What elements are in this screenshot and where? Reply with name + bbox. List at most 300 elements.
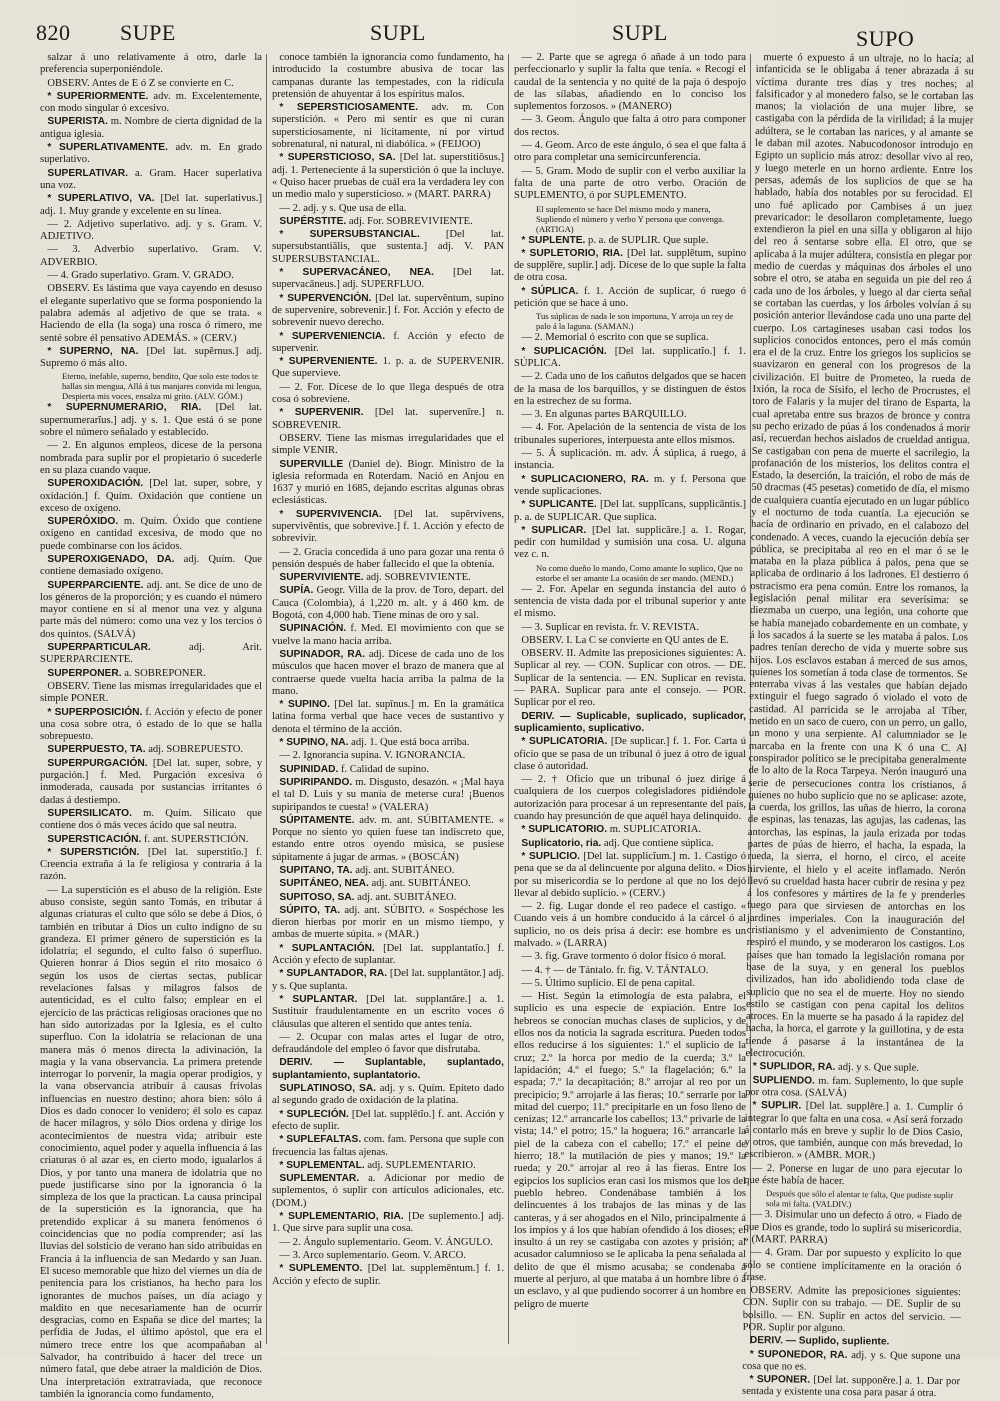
headword: SUPLEMENTAR. — [279, 1173, 360, 1185]
definition-text: adj. y s. Quím. Epíteto dado al segundo grado de oxidación de la platina. — [272, 1083, 504, 1107]
guide-word-1: SUPE — [120, 20, 176, 45]
dictionary-entry — [745, 52, 974, 1063]
definition-text: — 3. Arco suplementario. Geom. V. ARCO. — [279, 1249, 466, 1261]
column-2 — [272, 52, 504, 1348]
definition-text: — 4. Gram. Dar por supuesto y explícito lo que sólo se contiene implícitamente en la oración ó frase. — [743, 1247, 962, 1283]
dictionary-entry — [40, 885, 262, 1401]
definition-text: — 5. Gram. Modo de suplir con el verbo auxiliar la falta de una parte de otro verbo. Oración de SUPLEMENTO, ó por SUPLEMENTO. — [514, 165, 746, 202]
verse-quote: No como dueño lo mando, Como amante lo suplico, Que no estorbe el ser amante La ocasión de ser mando. (MEND.) — [536, 562, 743, 583]
headword: * SUPLEMENTAL. — [279, 1159, 365, 1171]
headword: SUPÉRSTITE. — [279, 215, 347, 227]
definition-text: adj. 1. Que está boca arriba. — [351, 737, 470, 749]
headword: SUPINACIÓN. — [279, 623, 347, 635]
dictionary-entry — [40, 91, 262, 116]
definition-text: — 4. † — de Tántalo. fr. fig. V. TÁNTALO. — [521, 964, 709, 976]
definition-text: [Del lat. superlativus.] adj. 1. Muy grande y excelente en su línea. — [40, 193, 262, 217]
dictionary-entry — [514, 52, 746, 113]
dictionary-entry — [272, 1211, 504, 1236]
dictionary-entry — [272, 102, 504, 151]
dictionary-entry — [272, 994, 504, 1031]
definition-text: [Del lat. supplētĭo.] f. ant. Acción y efecto de suplir. — [272, 1108, 505, 1132]
headword: SUPINIDAD. — [279, 763, 339, 775]
dictionary-entry — [745, 1075, 963, 1102]
dictionary-entry — [514, 824, 746, 836]
dictionary-entry — [514, 851, 746, 900]
dictionary-entry — [272, 433, 504, 458]
guide-word-2: SUPL — [370, 20, 426, 45]
definition-text: [Del lat. supersubstantiālis, que sustenta.] adj. V. PAN SUPERSUBSTANCIAL. — [272, 229, 504, 265]
definition-text: [Del lat. supplēre.] a. 1. Cumplir ó integrar lo que falta en una cosa. « Así será forzado á contarlo más en breve y suplir lo de Dios Casio, y otros, que también, aunque con más brevedad, lo escribieron. » (AMBR. MOR.) — [744, 1100, 964, 1162]
definition-text: [Del lat. supponĕre.] a. 1. Dar por sentada y existente una cosa para pasar á otra. — [741, 1374, 961, 1400]
dictionary-entry — [272, 815, 504, 864]
definition-text: — 5. Á suplicación. m. adv. Á súplica, á ruego, á instancia. — [514, 448, 746, 472]
headword: * SEPERSTICIOSAMENTE. — [279, 102, 419, 114]
dictionary-entry — [272, 905, 504, 942]
headword: * SUPLENTE. — [521, 234, 586, 246]
definition-text: [Del lat. supervenīre.] n. SOBREVENIR. — [272, 407, 504, 431]
headword: SUPERPONER. — [47, 667, 122, 679]
definition-text: [Del lat. supplicāre.] a. 1. Rogar, pedir con humildad y sumisión una cosa. U. alguna vez c. n. — [514, 524, 746, 561]
dictionary-entry — [743, 1247, 961, 1286]
dictionary-entry — [514, 711, 746, 736]
running-header — [0, 0, 1000, 52]
dictionary-entry — [40, 116, 262, 141]
headword: * SUPLIR. — [752, 1100, 802, 1112]
headword: * SUPINO. — [279, 699, 330, 711]
headword: DERIV. — Suplantable, suplantado, suplantamiento, suplantatorio. — [272, 1057, 504, 1081]
dictionary-entry — [744, 1100, 963, 1164]
dictionary-entry — [272, 1237, 504, 1249]
dictionary-entry — [272, 356, 504, 381]
dictionary-entry — [514, 114, 746, 139]
column-rule — [266, 54, 267, 1344]
definition-text: [Del lat. supervĕntum, supino de supervenire, sobrevenir.] f. For. Acción y efecto de sobrevenir nuevo derecho. — [272, 292, 504, 329]
column-4 — [741, 52, 974, 1400]
headword: * SUPLICATORIO. — [521, 824, 608, 836]
definition-text: — 3. En algunas partes BARQUILLO. — [521, 409, 687, 421]
definition-text: [Del lat. supervacāneus.] adj. SUPERFLUO. — [272, 267, 504, 291]
headword: * SUPLICACIÓN. — [521, 345, 607, 357]
definition-text: adv. m. Excelentemente, con modo singular ó excesivo. — [40, 90, 262, 115]
dictionary-entry — [742, 1349, 960, 1376]
headword: * SÚPLICA. — [521, 285, 579, 297]
dictionary-entry — [40, 580, 262, 641]
definition-text: (Daniel de). Biogr. Ministro de la iglesia reformada en Roterdam. Nació en Anjou en 1637 y murió en 1685, dejando escritas algunas obras eclesiásticas. — [272, 458, 504, 507]
definition-text: OBSERV. Admite las preposiciones siguientes: CON. Suplir con su trabajo. — DE. Suplir de su bolsillo. — EN. Suplir en actos del servicio. — POR. Suplir por alguno. — [742, 1285, 962, 1334]
dictionary-entry — [40, 244, 262, 269]
definition-text: m. Disgusto, desazón. « ¡Mal haya el tal D. Luis y su manía de meterse cura! ¡Buenos supiripandos te cuesta! » (VALERA) — [272, 776, 504, 813]
dictionary-entry — [40, 142, 262, 167]
dictionary-entry — [272, 1160, 504, 1172]
dictionary-entry — [514, 422, 746, 447]
definition-text: [Del lat. supplemēntum.] f. 1. Acción y efecto de suplir. — [272, 1263, 504, 1287]
definition-text: — 2. For. Dícese de lo que llega después de otra cosa ó sobreviene. — [272, 381, 504, 406]
headword: SUPITOSO, SA. — [279, 891, 355, 903]
definition-text: m. Quím. Óxido que contiene oxígeno en cantidad excesiva, de modo que no puede combinarse con los ácidos. — [40, 516, 262, 552]
dictionary-entry — [514, 371, 746, 408]
headword: * SUPERNO, NA. — [47, 345, 139, 357]
dictionary-entry — [272, 1109, 504, 1134]
dictionary-entry — [40, 478, 262, 515]
headword: * SUPERNUMERARIO, RIA. — [47, 402, 202, 414]
dictionary-entry — [272, 216, 504, 228]
dictionary-entry — [745, 1061, 963, 1076]
verse-quote: Eterno, inefable, superno, bendito, Que solo este todos te hallas sin mengua, Allá á tus manjares convida mi lengua, Despierta mis voces, ensalza mi grito. (ALV. GÓM.) — [62, 371, 262, 402]
definition-text: muerte ó expuesto á un ultraje, no lo hacía; al infanticida se le obligaba á tener abrazada á su víctima durante tres días y tres noches; al falsificador y al monedero falso, se le cortaban las manos; la violación de una mujer libre, se castigaba con la pérdida de la virilidad; á la mujer adúltera, se le cortaban las narices, y al amante se le daban mil azotes. Nabucodonosor introdujo en Egipto un suplicio más atroz: desollar vivo al reo, y luego meterle en un horno ardiente. Entre los persas, además de los suplicios de que se ha hablado, había dos notables por su ferocidad. El uno fué aplicado por Cambises á un juez prevaricador: le desollaron completamente, luego extendieron la piel en una silla y obligaron al hijo del reo á sentarse sobre ella. El otro, que se aplicaba á la mujer adúltera, consistía en plegar por medio de cuerdas y máquinas dos árboles el uno sobre el otro, se ataba en seguida un pie del reo á cada uno de los árboles, y luego al dar cierta señal se cortaban las cuerdas, y los árboles volvían á su posición anterior llevándose cada uno una parte del cuerpo. Los cartagineses usaban casi todos los suplicios conocidos entonces, pero el más común era el de la cruz. Entre los griegos los suplicios se suavizaron en general con los progresos de la civilización. El buitre de Prometeo, la rueda de Ixión, la roca de Sísifo, el lecho de Procrustes, el toro de Falaris y la mujer del tirano de Esparta, la cual apretaba entre sus brazos de bronce y contra su pecho erizado de púas á los condenados á morir así, recuerdan hechos aislados de crueldad antigua. Se castigaban con pena de muerte el sacrilegio, la profanación de los misterios, los delitos contra el Estado, la deserción, la traición, el robo de más de 50 dracmas (45 pesetas) cometido de día, el mismo de cualquiera cuantía ejecutado en un lugar público y el nocturno de toda cuantía. La ejecución se hacía de ordinario en privado, en el calabozo del condenado. A veces, cuando la ejecución debía ser pública, se precipitaba al reo en el mar ó se le mataba en la plaza pública á palos, pena que se aplicaba de ordinario á los ladrones. El destierro ó ostracismo era pena común. Entre los romanos, la legislación penal militar era severísima: se diezmaba un cuerpo, una legión, una cohorte que se había manejado cobardemente en un combate, y á los sacados á la suerte se les mataba á palos. Los padres tenían derecho de vida y muerte sobre sus hijos. Los esclavos estaban á merced de sus amos, quienes los sometían á toda clase de tormentos. Se enterraba vivas á las vestales que habían dejado extinguir el fuego sagrado ó violado el voto de castidad. Al parricida se le arrojaba al Tíber, metido en un saco de cuero, con un perro, un gallo, un mono y una serpiente. Al calumniador se le marcaba en la frente con una K ó una C. Al conspirador político se le precipitaba generalmente de lo alto de la Roca Tarpeya. Nerón inauguró una serie de persecuciones contra los cristianos, á quienes no hubo suplicio que no se aplicase: azote, la cuerda, los grillos, las uñas de hierro, la corona de espinas, las tenazas, las agujas, las cadenas, las antorchas, las espinas, la jaula erizada por todas partes de púas de hierro, el hacha, la espada, la rueda, la sierra, el horno, el circo, el aceite hirviente, el hielo y el aceite inflamado. Nerón llevó su crueldad hasta hacer cubrir de resina y pez á los confesores y mártires de la fe y prenderles fuego para que sirviesen de antorchas en los jardines imperiales. Con la inauguración del cristianismo y el advenimiento de Constantino, respiró el mundo, y se moderaron los castigos. Los países que han tomado la legislación romana por base de la suya, y en general los pueblos civilizados, han ido abolidiendo toda clase de suplicio que no sea el de muerte. Hoy no siendo estilo se castigan con pena capital los delitos atroces. En la muerte se ha pasado á la rapidez del hacha, la horca, el garrote y la guillotina, y de esta tiende á pasarse á la instantánea de la electrocución. — [745, 52, 974, 1060]
headword: * SUPONER. — [749, 1374, 811, 1386]
definition-text: f. Calidad de supino. — [340, 763, 429, 775]
definition-text: — 3. Adverbio superlativo. Gram. V. ADVERBIO. — [40, 244, 262, 268]
headword: SUPERPARTICULAR. — [47, 642, 151, 654]
headword: * SUPERVACÁNEO, NEA. — [279, 267, 434, 279]
dictionary-entry — [272, 509, 504, 546]
definition-text: [Del lat. supplicĭum.] m. 1. Castigo ó pena que se da al delincuente por alguna delito. « Dios por su misericordia se lo perdone al que no los dejó llevar al debido suplicio. » (CERV.) — [514, 850, 746, 899]
headword: SUPITANO, TA. — [279, 865, 353, 876]
dictionary-entry — [743, 1285, 962, 1336]
definition-text: [Del lat. supplicatĭo.] f. 1. SÚPLICA. — [514, 345, 746, 369]
definition-text: Geogr. Villa de la prov. de Toro, depart. del Cauca (Colombia), á 1,220 m. alt. y á 460 km. de Bogotá, con 4,000 hab. Tiene minas de oro y sal. — [272, 585, 504, 622]
dictionary-entry — [40, 744, 262, 756]
headword: SUPINADOR, RA. — [279, 648, 365, 660]
definition-text: OBSERV. Tiene las mismas irregularidades que el simple PONER. — [40, 680, 262, 705]
dictionary-entry — [514, 499, 746, 524]
definition-text: m. SUPLICATORIA. — [609, 824, 702, 836]
dictionary-entry — [40, 834, 262, 846]
verse-quote: El suplemento se hace Del mismo modo y manera, Supliendo el número y verbo Y persona que convenga. (ARTIGA) — [536, 203, 725, 234]
dictionary-entry — [272, 52, 504, 101]
headword: SUPERISTA. — [47, 116, 108, 128]
definition-text: f. Acción y efecto de supervenir. — [272, 330, 504, 354]
definition-text: — 2. Gracia concedida á uno para gozar una renta ó pensión después de haber fallecido el que la obtenía. — [272, 546, 504, 570]
guide-word-4: SUPO — [856, 26, 915, 51]
headword: SUPLATINOSO, SA. — [279, 1083, 376, 1095]
verse-quote: Después que sólo el alentar te falta, Que pudiste suplir sola mi falta. (VALDIV.) — [765, 1188, 954, 1210]
definition-text: adj. ant. Se dice de uno de los géneros de la proporción; y es cuando el número mayor contiene en sí al menor una vez y alguna parte más del número: como una vez y los tercios ó dos quintos. (SALVÁ) — [40, 579, 262, 640]
definition-text: — 2. Adjetivo superlativo. adj. y s. Gram. V. ADJETIVO. — [40, 218, 262, 243]
dictionary-entry — [514, 736, 746, 773]
definition-text: — 2. For. Apelar en segunda instancia del auto ó sentencia de vista dada por el tribunal superior y ante el mismo. — [514, 583, 746, 620]
headword: * SUPERVIVENCIA. — [279, 508, 382, 520]
definition-text: m. Quím. Silicato que contiene dos ó más veces ácido que sal neutra. — [40, 807, 262, 832]
definition-text: [De suplicar.] f. 1. For. Carta ú oficio que se pasa de un tribunal ó juez á otro de igual clase ó autoridad. — [514, 736, 746, 772]
dictionary-entry — [40, 346, 262, 371]
dictionary-entry — [743, 1209, 961, 1248]
dictionary-entry — [272, 943, 504, 968]
headword: * SUPLANTAR. — [279, 993, 358, 1005]
definition-text: adj. ant. SUBITÁNEO. — [357, 891, 457, 903]
definition-text: m. y f. Persona que vende suplicaciones. — [514, 473, 746, 497]
definition-text: — 3. Disimular uno un defecto á otro. « Fiado de que Dios es grande, todo lo suplirá su misericordia. » (MART. PARRA) — [743, 1209, 962, 1246]
definition-text: — 4. Grado superlativo. Gram. V. GRADO. — [47, 270, 234, 282]
definition-text: adj. ant. SUBITÁNEO. — [371, 878, 471, 890]
dictionary-entry — [272, 623, 504, 648]
definition-text: m. Nombre de cierta dignidad de la antigua iglesia. — [40, 116, 263, 140]
dictionary-entry — [272, 459, 504, 508]
headword: SUPEROXIDACIÓN. — [47, 478, 144, 490]
dictionary-entry — [514, 474, 746, 499]
headword: SUPERSTICACIÓN. — [47, 833, 142, 845]
verse-quote: Tus súplicas de nada le son importuna, Y arroja un rey de palo á la laguna. (SAMAN.) — [536, 311, 734, 332]
dictionary-entry — [514, 978, 746, 990]
headword: SUPERVILLE — [279, 458, 344, 470]
headword: * SUPERLATIVO, VA. — [47, 193, 155, 205]
headword: * SUPLETORIO, RIA. — [521, 247, 623, 259]
dictionary-entry — [40, 168, 262, 193]
dictionary-entry — [272, 865, 504, 877]
definition-text: adj. Dícese de cada uno de los músculos que hacen mover el brazo de manera que al contraerse quede vuelta hacia arriba la palma de la mano. — [272, 648, 504, 697]
definition-text: f. Acción y efecto de poner una cosa sobre otra, ó estado de lo que se halla sobrepuesto. — [40, 706, 262, 743]
column-rule — [508, 54, 509, 1344]
definition-text: adv. m. En grado superlativo. — [40, 142, 262, 166]
headword: * SUPLICACIONERO, RA. — [521, 473, 649, 485]
definition-text: [Del lat. superstitiōsus.] adj. 1. Perteneciente á la superstición ó que la incluye. « Quiso hacer pruebas de cuál era la verdadera ley con un medio malo y supersticioso. » (MART. PARRA) — [272, 152, 504, 201]
definition-text: [Del lat. supernumerarĭus.] adj. y s. 1. Que está ó se pone sobre el número señalado y establecido. — [40, 402, 262, 439]
headword: * SUPLICAR. — [521, 524, 587, 536]
headword: * SUPERIORMENTE. — [47, 90, 149, 102]
definition-text: [Del lat. superstitĭo.] f. Creencia extraña á la fe religiosa y contraria á la razón. — [40, 846, 262, 883]
dictionary-entry — [40, 707, 262, 744]
dictionary-entry — [514, 346, 746, 371]
dictionary-entry — [272, 699, 504, 736]
headword: * SUPLIDOR, RA. — [752, 1061, 836, 1074]
dictionary-entry — [40, 758, 262, 807]
definition-text: — 2. † Oficio que un tribunal ó juez dirige á cualquiera de los cuerpos colegisladores pidiéndole autorización para procesar á un representante del país, cuando hay presunción de que aquél haya delinquido. — [514, 774, 746, 823]
dictionary-entry — [514, 140, 746, 165]
definition-text: — 3. Suplicar en revista. fr. V. REVISTA. — [521, 621, 700, 633]
definition-text: OBSERV. I. La C se convierte en QU antes de E. — [521, 634, 729, 646]
definition-text: OBSERV. Es lástima que vaya cayendo en desuso el elegante superlativo que se forma posponiendo la palabra además al adjetivo de que se trata. « Haciendo de ella (la soga) una rosca ó rimero, me senté sobre él pensativo ADEMÁS. » (CERV.) — [40, 283, 262, 344]
dictionary-entry — [514, 635, 746, 647]
definition-text: adj. Arit. SUPERPARCIENTE. — [40, 642, 262, 666]
definition-text: — 2. fig. Lugar donde el reo padece el castigo. « Cuando veis á un hombre conducido á la cárcel ó al suplicio, no os deis prisa á decir: ese hombre es un malvado. » (LARRA) — [514, 901, 746, 949]
definition-text: [Del lat. supplantāre.] a. 1. Sustituir fraudulentamente en un escrito voces ó cláusulas que alteren el sentido que antes tenía. — [272, 993, 504, 1030]
headword: SUPERPARCIENTE. — [47, 579, 144, 591]
dictionary-entry — [514, 332, 746, 344]
definition-text: adj. SOBREPUESTO. — [148, 744, 244, 756]
headword: SUPLIENDO. — [752, 1074, 815, 1087]
headword: * SUPLECIÓN. — [279, 1108, 349, 1120]
dictionary-entry — [514, 248, 746, 285]
headword: * SUPERVENIR. — [279, 407, 364, 419]
definition-text: [Del lat. supĕrvivens, supervivĕntis, que sobrevive.] f. 1. Acción y efecto de sobrevivir. — [272, 508, 504, 545]
headword: SUPÍA. — [279, 585, 314, 597]
dictionary-entry — [272, 1134, 504, 1159]
definition-text: — 3. Geom. Ángulo que falta á otro para componer dos rectos. — [514, 114, 746, 138]
headword: * SUPLEMENTARIO, RIA. — [279, 1211, 404, 1223]
definition-text: [Del lat. supĕrnus.] adj. Supremo ó más alto. — [40, 345, 262, 370]
definition-text: conoce también la ignorancia como fundamento, ha introducido la costumbre abusiva de tocar las campanas durante las tempestades, con la ridícula pretensión de ahuyentar á los espíritus malos. — [272, 52, 504, 100]
definition-text: f. ant. SUPERSTICIÓN. — [144, 833, 249, 845]
dictionary-entry — [514, 286, 746, 311]
definition-text: adv. m. ant. SÚBITAMENTE. « Porque no siento yo quien fuese tan indiscreto que, estando entre otros oyendo música, se pusiese súpitamente á jugar de armas. » (BOSCÁN) — [272, 814, 505, 863]
headword: * SUPERSTICIÓN. — [47, 846, 140, 858]
dictionary-entry — [514, 525, 746, 562]
dictionary-entry — [272, 777, 504, 814]
definition-text: a. Gram. Hacer superlativa una voz. — [40, 167, 263, 191]
definition-text: [De suplemento.] adj. 1. Que sirve para suplir una cosa. — [272, 1211, 504, 1235]
headword: SUPEROXIGENADO, DA. — [47, 553, 175, 565]
dictionary-entry — [40, 402, 262, 439]
definition-text: — 2. Ignorancia supina. V. IGNORANCIA. — [279, 750, 466, 762]
definition-text: — 2. Ponerse en lugar de uno para ejecutar lo que éste había de hacer. — [744, 1162, 963, 1188]
headword: SUPERSILICATO. — [47, 807, 132, 819]
definition-text: — 2. Parte que se agrega ó añade á un todo para perfeccionarlo y suplir la falta que tenía. « Recogí el caudal de la sentencia y no quité de la paja ó despojo de las sílabas, añadiendo en lo conciso los suplementos forzosos. » (MANERO) — [514, 52, 746, 113]
definition-text: OBSERV. II. Admite las preposiciones siguientes: A. Suplicar al rey. — CON. Suplicar con otros. — DE. Suplicar de la sentencia. — EN. Suplicar en revista. — PARA. Suplicar para ante el consejo. — POR. Suplicar por el reo. — [514, 648, 746, 709]
dictionary-entry — [40, 808, 262, 833]
definition-text: adj. For. SOBREVIVIENTE. — [348, 215, 473, 227]
definition-text: [Del lat. super, sobre, y oxidación.] f. Quím. Oxidación que contiene un exceso de oxígeno. — [40, 478, 263, 514]
dictionary-entry — [272, 152, 504, 201]
dictionary-entry — [514, 584, 746, 621]
definition-text: — La superstición es el abuso de la religión. Este abuso consiste, según santo Tomás, en tributar á algunas criaturas el culto que sólo se debe á Dios, ó también en tributar á Dios un culto indigno de su grandeza. El primer género de superstición es la idolatría; el segundo, el culto falso ó superfluo. Quieren honrar á Dios según el rito mosaico ó según los usos de ciertas sectas, publicar revelaciones falsas y milagros falsos de autenticidad, es el culto falso; emplear en el ejercicio de las prácticas religiosas oraciones que no han sido autorizadas por la Iglesia, es el culto superfluo. Con la idolatría se relacionan de una manera más ó menos directa la adivinación, la magia y la vana observancia. La primera pretende interrogar lo porvenir, la magia operar prodigios, y la vana observancia atribuir á causas frívolas influencias en nuestro destino; ahora bien: sólo á Dios es dado conocer lo venidero; él solo es capaz de hacer milagros, y sólo Dios ordena y dirige los acontecimientos de nuestra vida; atribuir este conocimiento, aquel poder y aquella influencia á las criaturas ó al azar es, en cierto modo, igualarlos á Dios, y por tanto una manera de idolatría que no puede justificarse sino por la ignorancia ó la simpleza de los que la practican. La causa principal de la superstición es la ignorancia, que ha pretendido explicar á su manera fenómenos ó coincidencias que no podía comprender; así las lluvias del solsticio de verano han sido atribuidas en Francia á la influencia de san Medardo y san Juan. El suceso memorable que hizo del viernes un día de penitencia para los cristianos, ha hecho para los ignorantes de muchos países, un día aciago y maldito en que necesariamente han de ocurrir desgracias, como en España se dice del martes; la perfidia de Judas, el último apóstol, que era el número trece entre los que acompañaban al Salvador, ha contribuido á hacer del trece un número fatal, que debe atraer la maldición de Dios. Una interpretación extratraviada, que reconoce también la ignorancia como fundamento, — [40, 884, 262, 1400]
dictionary-entry — [742, 1374, 960, 1401]
definition-text: adj. Quím. Que contiene demasiado oxígeno. — [40, 553, 262, 578]
guide-word-3: SUPL — [612, 20, 668, 45]
dictionary-entry — [742, 1335, 960, 1350]
dictionary-entry — [40, 668, 262, 680]
headword: SUPERÓXIDO. — [47, 516, 119, 528]
headword: * SUPERVENIENCIA. — [279, 330, 386, 342]
dictionary-entry — [514, 965, 746, 977]
headword: * SUPONEDOR, RA. — [749, 1348, 848, 1361]
dictionary-entry — [40, 219, 262, 244]
dictionary-entry — [272, 1263, 504, 1288]
definition-text: [Del lat. supīnus.] m. En la gramática latina forma verbal que hace veces de sustantivo y denota el término de la acción. — [272, 699, 504, 735]
dictionary-entry — [40, 52, 262, 77]
dictionary-entry — [272, 1173, 504, 1210]
definition-text: 1. p. a. de SUPERVENIR. Que supervieve. — [272, 356, 504, 380]
definition-text: — 3. fig. Grave tormento ó dolor físico ó moral. — [521, 951, 727, 963]
headword: * SUPERSUBSTANCIAL. — [279, 229, 420, 241]
headword: SÚPITAMENTE. — [279, 814, 355, 826]
headword: * SUPERLATIVAMENTE. — [47, 142, 168, 154]
dictionary-entry — [40, 642, 262, 667]
definition-text: salzar á uno relativamente á otro, darle la preferencia superponiéndole. — [40, 52, 262, 76]
definition-text: com. fam. Persona que suple con frecuencia las faltas ajenas. — [272, 1134, 504, 1158]
headword: SUPIRIPANDO. — [279, 776, 353, 788]
dictionary-entry — [272, 229, 504, 266]
dictionary-entry — [272, 572, 504, 584]
dictionary-entry — [514, 991, 746, 1311]
dictionary-entry — [40, 193, 262, 218]
definition-text: a. SOBREPONER. — [124, 667, 206, 679]
dictionary-entry — [40, 554, 262, 579]
definition-text: — 4. For. Apelación de la sentencia de vista de los tribunales superiores, interpuesta ante ellos mismos. — [514, 422, 746, 446]
definition-text: adj. ant. SUBITÁNEO. — [355, 865, 455, 876]
definition-text: — 2. Ocupar con malas artes el lugar de otro, defraudándole del empleo ó favor que disfrutaba. — [272, 1031, 504, 1056]
definition-text: p. a. de SUPLIR. Que suple. — [588, 234, 709, 246]
headword: * SUPLANTACIÓN. — [279, 942, 375, 954]
definition-text: [Del lat. supplantātor.] adj. y s. Que suplanta. — [272, 968, 504, 992]
dictionary-entry — [514, 774, 746, 823]
definition-text: f. 1. Acción de suplicar, ó ruego ó petición que se hace á uno. — [514, 285, 747, 310]
headword: Suplicatorio, ria. — [521, 837, 602, 849]
dictionary-entry — [272, 764, 504, 776]
definition-text: OBSERV. Tiene las mismas irregularidades que el simple VENIR. — [272, 432, 504, 457]
headword: SUPERPUESTO, TA. — [47, 744, 146, 756]
column-3 — [514, 52, 746, 1348]
dictionary-entry — [40, 847, 262, 884]
definition-text: adj. ant. SÚBITO. « Sospéchose les dieron hierbas por morir en un mismo tiempo, y ambas de muerte súpita. » (MAR.) — [272, 904, 505, 941]
definition-text: [Del lat. supplĭcans, supplicāntis.] p. a. de SUPLICAR. Que suplica. — [514, 499, 746, 523]
definition-text: adj. y s. Que supone una cosa que no es. — [742, 1349, 961, 1373]
dictionary-entry — [514, 901, 746, 950]
headword: * SUPLEMENTO. — [279, 1263, 363, 1275]
dictionary-entry — [40, 283, 262, 344]
dictionary-entry — [272, 1083, 504, 1108]
definition-text: a. Adicionar por medio de suplementos, ó suplir con artículos adicionales, etc. (DOM.) — [272, 1173, 504, 1209]
definition-text: — 2. Ángulo suplementario. Geom. V. ÁNGULO. — [279, 1236, 493, 1248]
dictionary-entry — [272, 892, 504, 904]
dictionary-entry — [514, 838, 746, 850]
dictionary-entry — [40, 270, 262, 282]
dictionary-entry — [40, 78, 262, 90]
definition-text: adj. SOBREVIVIENTE. — [366, 572, 471, 584]
definition-text: f. Med. El movimiento con que se vuelve la mano hacia arriba. — [272, 623, 504, 647]
dictionary-entry — [272, 407, 504, 432]
headword: * SUPERVENIENTE. — [279, 356, 378, 368]
headword: * SUPLICATORIA. — [521, 736, 608, 748]
dictionary-entry — [514, 235, 746, 247]
dictionary-entry — [272, 1032, 504, 1057]
dictionary-entry — [272, 382, 504, 407]
dictionary-entry — [272, 293, 504, 330]
dictionary-entry — [514, 409, 746, 421]
dictionary-entry — [272, 649, 504, 698]
definition-text: m. fam. Suplemento, lo que suple por otra cosa. (SALVÁ) — [745, 1075, 964, 1099]
dictionary-entry — [514, 448, 746, 473]
dictionary-entry — [272, 331, 504, 356]
dictionary-entry — [272, 585, 504, 622]
dictionary-entry — [514, 622, 746, 634]
dictionary-entry — [40, 681, 262, 706]
definition-text: adj. SUPLEMENTARIO. — [367, 1159, 476, 1171]
dictionary-entry — [40, 440, 262, 477]
headword: * SUPERPOSICIÓN. — [47, 706, 143, 718]
dictionary-entry — [272, 203, 504, 215]
definition-text: — 2. Cada uno de los cañutos delgados que se hacen de la masa de los barquillos, y se distinguen de éstos en la estrechez de su forma. — [514, 371, 746, 407]
headword: * SUPLANTADOR, RA. — [279, 968, 388, 980]
headword: SUPITÁNEO, NEA. — [279, 878, 369, 890]
definition-text: — 4. Geom. Arco de este ángulo, ó sea el que falta á otro para completar una semicircunferencia. — [514, 140, 746, 164]
definition-text: — 2. En algunos empleos, dícese de la persona nombrada para suplir por el propietario ó sucederle en su plaza cuando vaque. — [40, 440, 262, 476]
dictionary-entry — [272, 878, 504, 890]
dictionary-entry — [272, 968, 504, 993]
dictionary-entry — [40, 516, 262, 553]
headword: SUPERPURGACIÓN. — [47, 757, 148, 769]
dictionary-entry — [272, 547, 504, 572]
dictionary-entry — [272, 1057, 504, 1082]
headword: SÚPITO, TA. — [279, 904, 341, 916]
definition-text: adj. y s. Que suple. — [838, 1062, 920, 1075]
page-number: 820 — [36, 20, 71, 45]
headword: SUPERLATIVAR. — [47, 167, 128, 179]
headword: DERIV. — Suplido, supliente. — [749, 1335, 890, 1348]
definition-text: [Del lat. supplantatĭo.] f. Acción y efecto de suplantar. — [272, 942, 504, 967]
dictionary-entry — [272, 750, 504, 762]
headword: * SUPERSTICIOSO, SA. — [279, 152, 396, 164]
dictionary-entry — [514, 166, 746, 203]
definition-text: — 2. adj. y s. Que usa de ella. — [279, 202, 407, 214]
dictionary-entry — [514, 951, 746, 963]
definition-text: [Del lat. super, sobre, y purgación.] f. Med. Purgación excesiva ó inmoderada, causada por sustancias irritantes ó dadas á destiempo. — [40, 757, 263, 806]
headword: * SUPERVENCIÓN. — [279, 292, 372, 304]
dictionary-entry — [272, 737, 504, 749]
dictionary-entry — [272, 1250, 504, 1262]
definition-text: OBSERV. Antes de E ó Z se convierte en C. — [47, 77, 234, 89]
headword: * SUPLICANTE. — [521, 499, 597, 511]
headword: * SUPLEFALTAS. — [279, 1134, 362, 1146]
